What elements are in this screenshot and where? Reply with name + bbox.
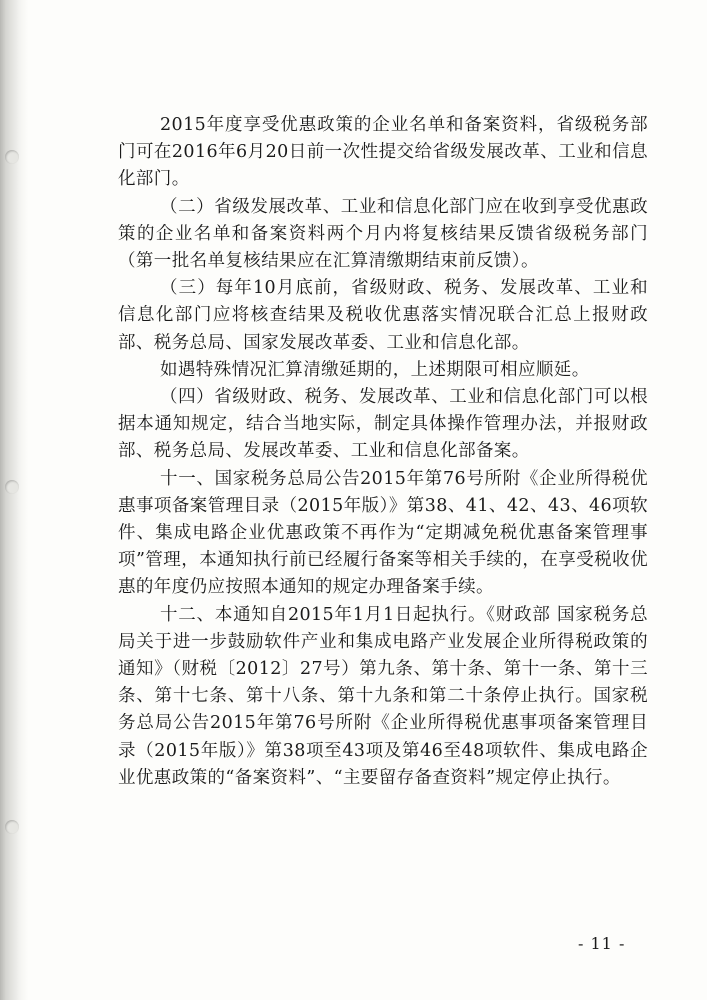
punch-hole-icon [5, 480, 19, 494]
paragraph-item-4: （四）省级财政、税务、发展改革、工业和信息化部门可以根据本通知规定，结合当地实际，制定具体操作管理办法，并报财政部、税务总局、发展改革委、工业和信息化部备案。 [118, 387, 648, 462]
paragraph-item-2: （二）省级发展改革、工业和信息化部门应在收到享受优惠政策的企业名单和备案资料两个月内将复核结果反馈省级税务部门（第一批名单复核结果应在汇算清缴期结束前反馈）。 [118, 196, 648, 272]
paragraph-article-12: 十二、本通知自2015年1月1日起执行。《财政部 国家税务总局关于进一步鼓励软件产业和集成电路产业发展企业所得税政策的通知》（财税〔2012〕27号）第九条、第十条、第十一条、第十三条、第十七条、第十八条、第十九条和第二十条停止执行。国家税务总局公告2015年第76号所附《企业所得税优惠事项备案管理目录（2015年版）》第38项至43项及第46至48项软件、集成电路企业优惠政策的“备案资料”、“主要留存备查资料”规定停止执行。 [118, 604, 648, 788]
paragraph-item-3: （三）每年10月底前，省级财政、税务、发展改革、工业和信息化部门应将核查结果及税收优惠落实情况联合汇总上报财政部、税务总局、国家发展改革委、工业和信息化部。 [118, 278, 648, 353]
punch-hole-icon [5, 820, 19, 834]
document-body [118, 112, 648, 792]
paragraph-extension-note: 如遇特殊情况汇算清缴延期的，上述期限可相应顺延。 [160, 359, 590, 380]
punch-hole-icon [5, 150, 19, 164]
paragraph-article-11: 十一、国家税务总局公告2015年第76号所附《企业所得税优惠事项备案管理目录（2015年版）》第38、41、42、43、46项软件、集成电路企业优惠政策不再作为“定期减免税优惠备案管理事项”管理，本通知执行前已经履行备案等相关手续的，在享受税收优惠的年度仍应按照本通知的规定办理备案手续。 [118, 468, 648, 598]
page-number: - 11 - [578, 934, 626, 953]
paragraph-filing-deadline: 2015年度享受优惠政策的企业名单和备案资料，省级税务部门可在2016年6月20日前一次性提交给省级发展改革、工业和信息化部门。 [118, 115, 648, 190]
